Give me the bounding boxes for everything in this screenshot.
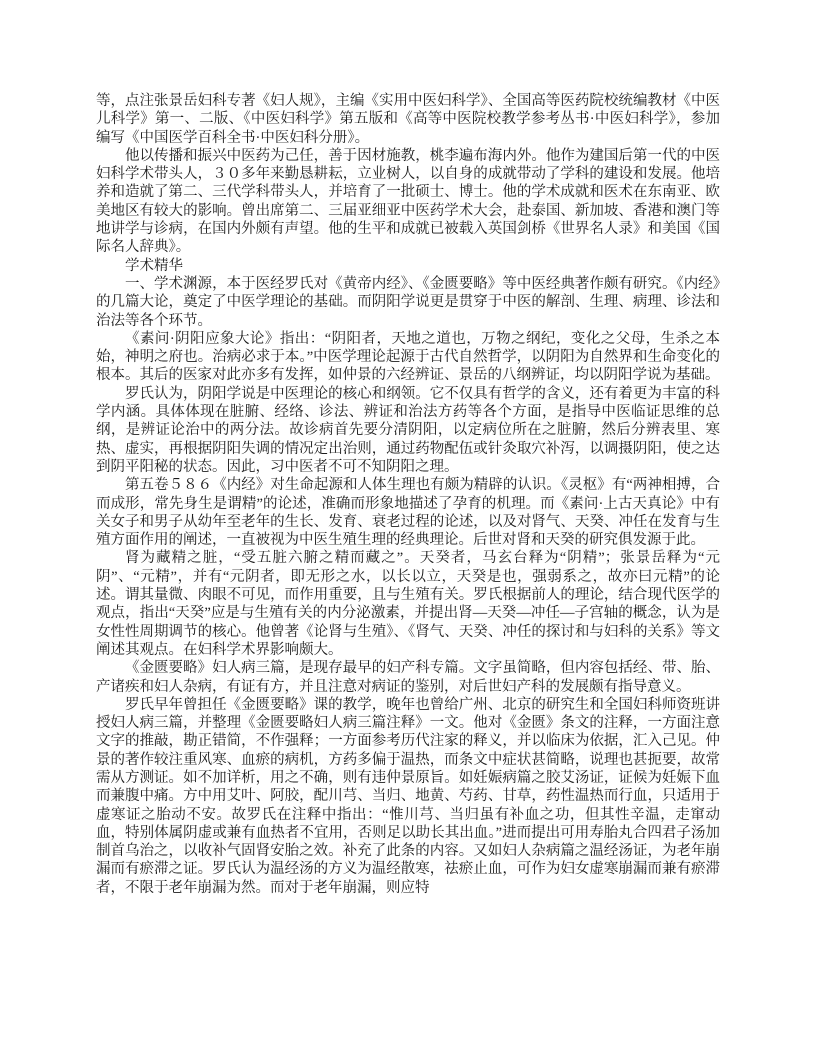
paragraph-neijing-life-origin: 第五卷５８６《内经》对生命起源和人体生理也有颇为精辟的认识。《灵枢》有“两神相搏，合而成形，常先身生是谓精”的论述，准确而形象地描述了孕育的机理。而《素问·上古天真论》中有关女子和男子从幼年至老年的生长、发育、衰老过程的论述，以及对肾气、天癸、冲任在发育与生殖方面作用的阐述，一直被视为中医生殖生理的经典理论。后世对肾和天癸的研究俱发源于此。 xyxy=(96,477,720,549)
paragraph-career-influence: 他以传播和振兴中医药为己任，善于因材施教，桃李遍布海内外。他作为建国后第一代的中医妇科学术带头人，３０多年来勤恳耕耘，立业树人，以自身的成就带动了学科的建设和发展。他培养和造就了第二、三代学科带头人，并培育了一批硕士、博士。他的学术成就和医术在东南亚、欧美地区有较大的影响。曾出席第二、三届亚细亚中医药学术大会，赴泰国、新加坡、香港和澳门等地讲学与诊病，在国内外颇有声望。他的生平和成就已被载入英国剑桥《世界名人录》和美国《国际名人辞典》。 xyxy=(96,147,720,256)
paragraph-kidney-tiangui: 肾为藏精之脏，“受五脏六腑之精而藏之”。天癸者，马玄台释为“阴精”；张景岳释为“元阴”、“元精”，并有“元阴者，即无形之水，以长以立，天癸是也，强弱系之，故亦曰元精”的论述。谓其量微、肉眼不可见，而作用重要，且与生殖有关。罗氏根据前人的理论，结合现代医学的观点，指出“天癸”应是与生殖有关的内分泌激素，并提出肾—天癸—冲任—子宫轴的概念，认为是女性性周期调节的核心。他曾著《论肾与生殖》、《肾气、天癸、冲任的探讨和与妇科的关系》等文阐述其观点。在妇科学术界影响颇大。 xyxy=(96,550,720,658)
paragraph-continuation-biblio: 等，点注张景岳妇科专著《妇人规》，主编《实用中医妇科学》、全国高等医药院校统编教材《中医儿科学》第一、二版、《中医妇科学》第五版和《高等中医院校教学参考丛书·中医妇科学》，参加编写《中国医学百科全书·中医妇科分册》。 xyxy=(96,93,720,146)
paragraph-jingui-three-chapters: 《金匮要略》妇人病三篇，是现存最早的妇产科专篇。文字虽简略，但内容包括经、带、胎、产诸疾和妇人杂病，有证有方，并且注意对病证的鉴别，对后世妇产科的发展颇有指导意义。 xyxy=(96,660,720,695)
document-text xyxy=(96,92,720,897)
paragraph-academic-origin: 一、学术渊源，本于医经罗氏对《黄帝内经》、《金匮要略》等中医经典著作颇有研究。《内经》的几篇大论，奠定了中医学理论的基础。而阴阳学说更是贯穿于中医的解剖、生理、病理、诊法和治法等各个环节。 xyxy=(96,275,720,329)
paragraph-yinyang-core: 罗氏认为，阴阳学说是中医理论的核心和纲领。它不仅具有哲学的含义，还有着更为丰富的科学内涵。具体体现在脏腑、经络、诊法、辨证和治法方药等各个方面，是指导中医临证思维的总纲，是辨证论治中的两分法。故诊病首先要分清阴阳，以定病位所在之脏腑，然后分辨表里、寒热、虚实，再根据阴阳失调的情况定出治则，通过药物配伍或针灸取穴补泻，以调摄阴阳，使之达到阴平阳秘的状态。因此，习中医者不可不知阴阳之理。 xyxy=(96,385,720,475)
section-heading-xueshu-jinghua: 学术精华 xyxy=(125,257,183,274)
paragraph-suwen-yinyang: 《素问·阴阳应象大论》指出：“阴阳者，天地之道也，万物之纲纪，变化之父母，生杀之本始，神明之府也。治病必求于本。”中医学理论起源于古代自然哲学，以阴阳为自然界和生命变化的根本。其后的医家对此亦多有发挥，如仲景的六经辨证、景岳的八纲辨证，均以阴阳学说为基础。 xyxy=(96,330,720,384)
paragraph-jingui-teaching-annotation: 罗氏早年曾担任《金匮要略》课的教学，晚年也曾给广州、北京的研究生和全国妇科师资班讲授妇人病三篇，并整理《金匮要略妇人病三篇注释》一文。他对《金匮》条文的注释，一方面注意文字的推敲，勘正错简，不作强释；一方面参考历代注家的释义，并以临床为依据，汇入己见。仲景的著作较注重风寒、血瘀的病机，方药多偏于温热，而条文中症状甚简略，说理也甚扼要，故常需从方测证。如不加详析，用之不确，则有违仲景原旨。如妊娠病篇之胶艾汤证，证候为妊娠下血而兼腹中痛。方中用艾叶、阿胶，配川芎、当归、地黄、芍药、甘草，药性温热而行血，只适用于虚寒证之胎动不安。故罗氏在注释中指出：“惟川芎、当归虽有补血之功，但其性辛温，走窜动血，特别体属阴虚或兼有血热者不宜用，否则足以助长其出血。”进而提出可用寿胎丸合四君子汤加制首乌治之，以收补气固肾安胎之效。补充了此条的内容。又如妇人杂病篇之温经汤证，为老年崩漏而有瘀滞之证。罗氏认为温经汤的方义为温经散寒，祛瘀止血，可作为妇女虚寒崩漏而兼有瘀滞者，不限于老年崩漏为然。而对于老年崩漏，则应特 xyxy=(96,696,720,896)
